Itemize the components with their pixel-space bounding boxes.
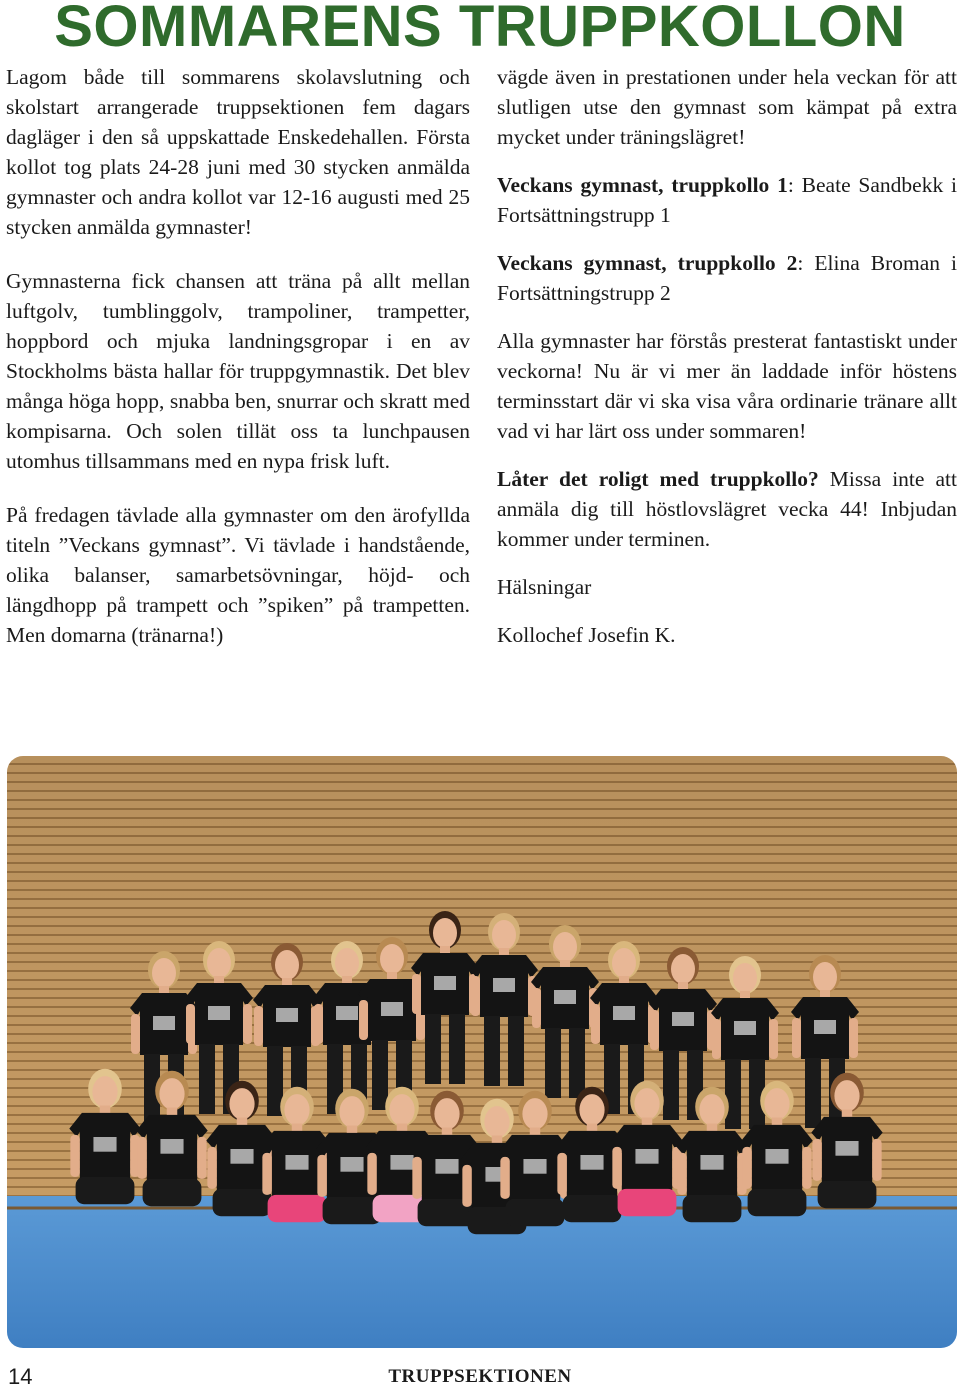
winner-1-label: Veckans gymnast, truppkollo 1 (497, 173, 788, 197)
cta-text: Missa inte att anmäla dig till höstlovslägret vecka 44! Inbjudan kommer under terminen. (497, 467, 957, 551)
left-column (6, 62, 470, 674)
cta-label: Låter det roligt med truppkollo? (497, 467, 819, 491)
winner-2-paragraph (497, 248, 957, 308)
greeting: Hälsningar (497, 575, 592, 599)
winner-1-paragraph (497, 170, 957, 230)
judging-paragraph: vägde även in prestationen under hela veckan för att slutligen utse den gymnast som kämpat på extra mycket under träningslägret! (497, 65, 957, 149)
winner-2-label: Veckans gymnast, truppkollo 2 (497, 251, 798, 275)
page-number: 14 (8, 1364, 33, 1389)
footer-section-label: TRUPPSEKTIONEN (388, 1366, 572, 1387)
training-paragraph: Gymnasterna fick chansen att träna på allt mellan luftgolv, tumblinggolv, trampoliner, trampetter, hoppbord och mjuka landningsgropar i en av Stockholms bästa hallar för truppgymnastik. Det blev många höga hopp, snabba ben, snurrar och skratt med kompisarna. Och solen tillät oss ta lunchpausen utomhus tillsammans med en nypa frisk luft. (6, 269, 470, 473)
intro-paragraph: Lagom både till sommarens skolavslutning och skolstart arrangerade truppsektionen fem dagars dagläger i den så uppskattade Enskedehallen. Första kollot tog plats 24-28 juni med 30 stycken anmälda gymnaster och andra kollot var 12-16 augusti med 25 stycken anmälda gymnaster! (6, 65, 470, 239)
cta-paragraph (497, 464, 957, 554)
summary-paragraph: Alla gymnaster har förstås presterat fantastiskt under veckorna! Nu är vi mer än laddade inför höstens terminsstart där vi ska visa våra ordinarie tränare allt vad vi har lärt oss under sommaren! (497, 329, 957, 443)
signature: Kollochef Josefin K. (497, 623, 676, 647)
group-photo-illustration (7, 756, 957, 1348)
winner-2-text: : Elina Broman i Fortsättningstrupp 2 (497, 251, 957, 305)
group-photo (7, 756, 957, 1348)
page-title: SOMMARENS TRUPPKOLLON (54, 0, 906, 59)
right-column (497, 62, 957, 668)
winner-1-text: : Beate Sandbekk i Fortsättningstrupp 1 (497, 173, 958, 227)
competition-paragraph: På fredagen tävlade alla gymnaster om den ärofyllda titeln ”Veckans gymnast”. Vi tävlade i handstående, olika balanser, samarbetsövningar, höjd- och längdhopp på trampett och ”spiken” på trampetten. Men domarna (tränarna!) (6, 503, 470, 647)
